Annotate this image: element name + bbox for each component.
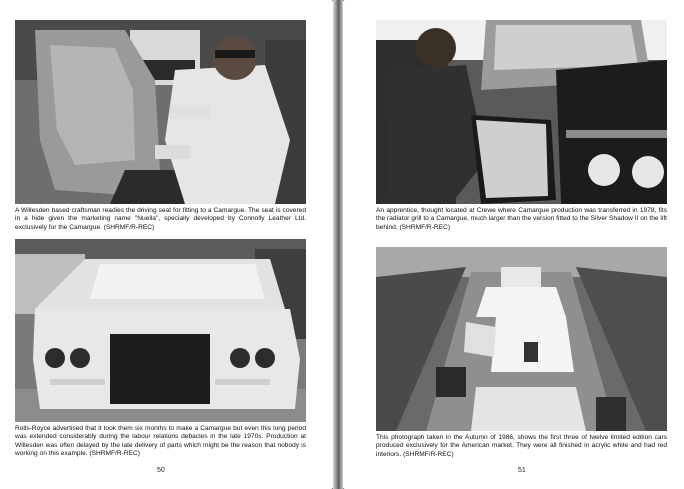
caption-american-edition-line: This photograph taken in the Autumn of 1986, shows the first three of twelve limited edition cars produced exclusively for the American market. They were all finished in acrylic white and had red interiors. (SHRMF/R-REC) — [376, 434, 667, 458]
page-number-left: 50 — [157, 467, 165, 474]
book-gutter — [333, 0, 343, 489]
right-page — [343, 0, 684, 489]
photo-unfinished-camargue — [15, 239, 306, 422]
caption-apprentice-radiator-grill: An apprentice, thought located at Crewe where Camargue production was transferred in 1978, fits the radiator grill to a Camargue, much larger than the version fitted to the Silver Shadow II on the lift behind. (SHRMF/R-REC) — [376, 207, 667, 231]
caption-unfinished-camargue: Rolls-Royce advertised that it took them six months to make a Camargue but even this long period was extended considerably during the labour relations debacles in the late 1970s. Production at Willesden was often delayed by the late delivery of parts which might be the reason that nobody is working on this example. (SHRMF/R-REC) — [15, 425, 306, 458]
photo-craftsman-seat — [15, 20, 306, 204]
page-number-right: 51 — [518, 467, 526, 474]
photo-american-edition-line — [376, 247, 667, 431]
left-page — [0, 0, 333, 489]
photo-apprentice-radiator-grill — [376, 20, 667, 204]
caption-craftsman-seat: A Willesden based craftsman readies the driving seat for fitting to a Camargue. The seat is covered in a hide given the marketing name "Nuella", specially developed by Connolly Leather Ltd. exclusively for the Camargue. (SHRMF/R-REC) — [15, 207, 306, 231]
